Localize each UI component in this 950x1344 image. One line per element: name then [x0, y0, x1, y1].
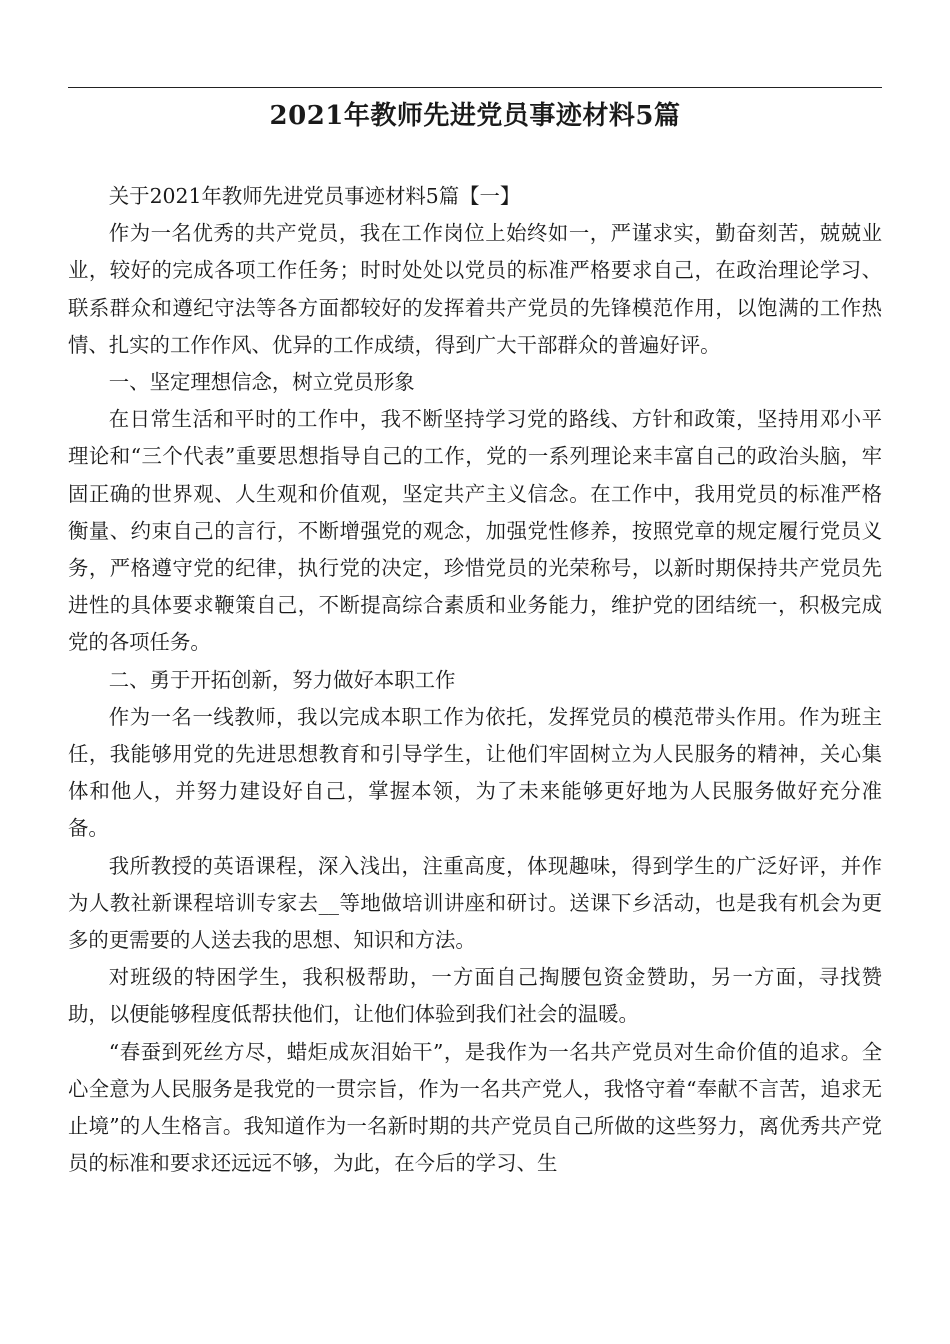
- header-rule: [68, 87, 882, 88]
- paragraph: 我所教授的英语课程，深入浅出，注重高度，体现趣味，得到学生的广泛好评，并作为人教社新课程培训专家去__等地做培训讲座和研讨。送课下乡活动，也是我有机会为更多的更需要的人送去我的思想、知识和方法。: [68, 853, 882, 953]
- section-heading: 关于2021年教师先进党员事迹材料5篇【一】: [108, 184, 521, 208]
- paragraph: 对班级的特困学生，我积极帮助，一方面自己掏腰包资金赞助，另一方面，寻找赞助，以便能够程度低帮扶他们，让他们体验到我们社会的温暖。: [68, 965, 882, 1027]
- paragraph: 作为一名一线教师，我以完成本职工作为依托，发挥党员的模范带头作用。作为班主任，我能够用党的先进思想教育和引导学生，让他们牢固树立为人民服务的精神，关心集体和他人，并努力建设好自己，掌握本领，为了未来能够更好地为人民服务做好充分准备。: [68, 704, 882, 841]
- paragraph: 在日常生活和平时的工作中，我不断坚持学习党的路线、方针和政策，坚持用邓小平理论和“三个代表”重要思想指导自己的工作，党的一系列理论来丰富自己的政治头脑，牢固正确的世界观、人生观和价值观，坚定共产主义信念。在工作中，我用党员的标准严格衡量、约束自己的言行，不断增强党的观念，加强党性修养，按照党章的规定履行党员义务，严格遵守党的纪律，执行党的决定，珍惜党员的光荣称号，以新时期保持共产党员先进性的具体要求鞭策自己，不断提高综合素质和业务能力，维护党的团结统一，积极完成党的各项任务。: [68, 407, 882, 655]
- paragraph: 作为一名优秀的共产党员，我在工作岗位上始终如一，严谨求实，勤奋刻苦，兢兢业业，较好的完成各项工作任务；时时处处以党员的标准严格要求自己，在政治理论学习、联系群众和遵纪守法等各方面都较好的发挥着共产党员的先锋模范作用，以饱满的工作热情、扎实的工作作风、优异的工作成绩，得到广大干部群众的普遍好评。: [68, 221, 882, 357]
- document-body: [68, 178, 882, 1182]
- subsection-heading: 一、坚定理想信念，树立党员形象: [108, 370, 415, 395]
- document-title: 2021年教师先进党员事迹材料5篇: [269, 101, 681, 131]
- paragraph: “春蚕到死丝方尽，蜡炬成灰泪始干”，是我作为一名共产党员对生命价值的追求。全心全意为人民服务是我党的一贯宗旨，作为一名共产党人，我恪守着“奉献不言苦，追求无止境”的人生格言。我知道作为一名新时期的共产党员自己所做的这些努力，离优秀共产党员的标准和要求还远远不够，为此，在今后的学习、生: [68, 1039, 882, 1176]
- subsection-heading: 二、勇于开拓创新，努力做好本职工作: [108, 667, 456, 692]
